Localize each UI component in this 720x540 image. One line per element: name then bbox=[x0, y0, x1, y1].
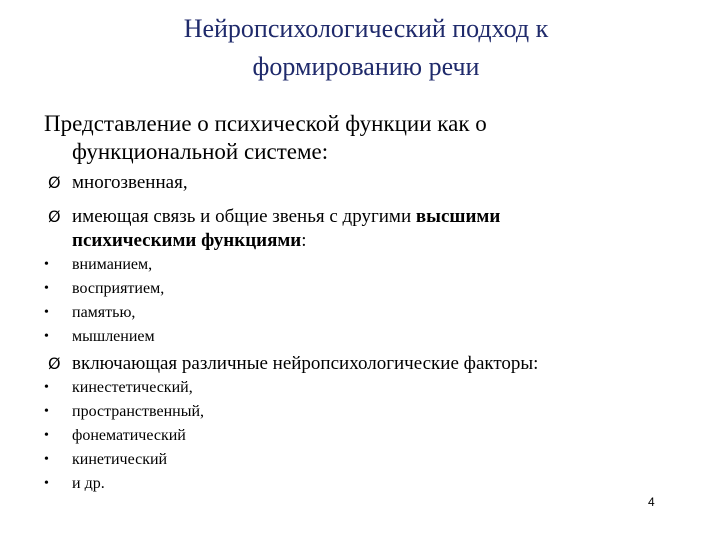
arrow-item-text: включающая различные нейропсихологические факторы: bbox=[72, 353, 539, 374]
slide-title-line-2: формированию речи bbox=[252, 52, 480, 81]
arrow-item-text-bold-2: психическими функциями bbox=[72, 230, 302, 251]
list-item bbox=[44, 448, 444, 472]
slide-title-line-1: Нейропсихологический подход к bbox=[183, 14, 549, 43]
bullet-dot-icon: • bbox=[44, 404, 49, 419]
list-item-label: фонематический bbox=[72, 427, 186, 444]
slide-title bbox=[0, 10, 720, 86]
bullet-dot-icon: • bbox=[44, 329, 49, 344]
functions-list bbox=[44, 253, 444, 349]
list-item bbox=[44, 376, 444, 400]
bullet-dot-icon: • bbox=[44, 281, 49, 296]
intro-line-1: Представление о психической функции как о bbox=[44, 111, 487, 136]
arrow-bullet-icon: Ø bbox=[48, 207, 61, 226]
bullet-dot-icon: • bbox=[44, 380, 49, 395]
list-item-label: памятью, bbox=[72, 304, 136, 321]
list-item-label: кинестетический, bbox=[72, 379, 193, 396]
bullet-dot-icon: • bbox=[44, 476, 49, 491]
arrow-item-multilink bbox=[48, 171, 688, 195]
bullet-dot-icon: • bbox=[44, 257, 49, 272]
list-item-label: восприятием, bbox=[72, 280, 165, 297]
arrow-item-text-end: : bbox=[301, 230, 307, 251]
factors-list bbox=[44, 376, 444, 496]
list-item bbox=[44, 277, 444, 301]
list-item-label: и др. bbox=[72, 475, 105, 492]
intro-paragraph bbox=[44, 110, 684, 166]
arrow-item-text-plain: имеющая связь и общие звенья с другими bbox=[72, 206, 416, 227]
arrow-bullet-icon: Ø bbox=[48, 354, 61, 373]
page-number: 4 bbox=[648, 495, 655, 509]
list-item-label: вниманием, bbox=[72, 256, 153, 273]
list-item bbox=[44, 325, 444, 349]
list-item-label: пространственный, bbox=[72, 403, 205, 420]
bullet-dot-icon: • bbox=[44, 452, 49, 467]
list-item bbox=[44, 400, 444, 424]
list-item bbox=[44, 253, 444, 277]
intro-line-2: функциональной системе: bbox=[72, 139, 329, 164]
bullet-dot-icon: • bbox=[44, 305, 49, 320]
bullet-dot-icon: • bbox=[44, 428, 49, 443]
list-item-label: мышлением bbox=[72, 328, 155, 345]
list-item bbox=[44, 472, 444, 496]
arrow-item-factors bbox=[48, 352, 688, 376]
arrow-item-text-bold: высшими bbox=[415, 206, 501, 227]
arrow-bullet-icon: Ø bbox=[48, 173, 61, 192]
arrow-item-text: многозвенная, bbox=[72, 172, 188, 193]
arrow-item-links bbox=[48, 205, 688, 253]
list-item bbox=[44, 424, 444, 448]
arrow-item-text bbox=[48, 205, 688, 253]
list-item-label: кинетический bbox=[72, 451, 168, 468]
list-item bbox=[44, 301, 444, 325]
